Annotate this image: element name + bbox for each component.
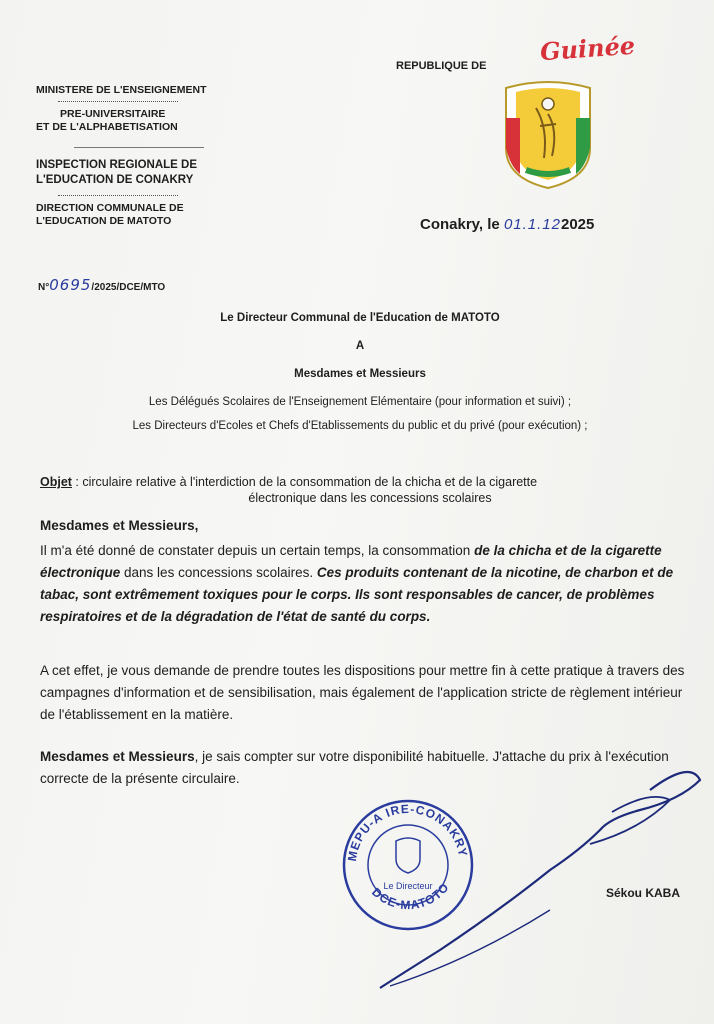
p3-part-a: Mesdames et Messieurs — [40, 749, 195, 764]
ref-prefix: N° — [38, 282, 50, 293]
ministry-line-3: ET DE L'ALPHABETISATION — [36, 121, 178, 133]
direction-line-2: L'EDUCATION DE MATOTO — [36, 215, 172, 227]
salutation: Mesdames et Messieurs, — [40, 518, 199, 533]
coat-of-arms-icon — [496, 78, 600, 190]
signatory-name: Sékou KABA — [606, 886, 681, 900]
p1-part-d: Ces produits contenant de la nicotine, de charbon et de tabac, sont extrêmement toxiques pour le corps. Ils sont responsables de cancer, de problèmes respiratoires et de la dégradation de l'état de santé du corps. — [40, 565, 674, 624]
recipients-line-1: Les Délégués Scolaires de l'Enseignement Elémentaire (pour information et suivi) ; — [148, 396, 572, 408]
date-line — [420, 216, 594, 233]
stamp-center-text: Le Directeur — [383, 881, 433, 891]
ref-suffix: /2025/DCE/MTO — [91, 282, 166, 293]
p3-part-b: , je sais compter sur votre disponibilité habituelle. J'attache du prix à l'exécution correcte de la présente circulaire. — [40, 749, 669, 786]
date-year: 2025 — [560, 216, 595, 233]
stamp-top-text: MEPU-A IRE-CONAKRY — [344, 801, 471, 863]
dotted-divider-2 — [58, 194, 178, 196]
sender-line: Le Directeur Communal de l'Education de MATOTO — [220, 312, 500, 324]
republic-label: REPUBLIQUE DE — [396, 60, 487, 72]
direction-line-1: DIRECTION COMMUNALE DE — [36, 202, 184, 214]
handwritten-signature — [350, 760, 714, 1000]
subject-block — [40, 474, 680, 506]
header-left-block — [36, 84, 296, 228]
reference-number — [38, 276, 165, 294]
subject-label: Objet — [40, 475, 72, 489]
subject-text-1: : circulaire relative à l'interdiction de la consommation de la chicha et de la cigarette — [71, 475, 538, 489]
country-name: Guinée — [539, 30, 636, 67]
inspection-line-1: INSPECTION REGIONALE DE — [36, 159, 198, 171]
inspection-line-2: L'EDUCATION DE CONAKRY — [36, 174, 194, 186]
stamp-bottom-text: DCE-MATOTO — [369, 879, 453, 913]
date-handwritten: 01.1.12 — [503, 216, 561, 233]
paragraph-2: A cet effet, je vous demande de prendre toutes les dispositions pour mettre fin à cette pratique à travers des campagnes d'information et de sensibilisation, mais également de l'application stricte de règlement intérieur de l'établissement en la matière. — [40, 663, 685, 722]
p1-part-b: de la chicha et de la cigarette électronique — [40, 543, 662, 580]
recipients-line-2: Les Directeurs d'Ecoles et Chefs d'Etablissements du public et du privé (pour exécution) ; — [132, 420, 588, 432]
date-prefix: Conakry, le — [420, 216, 500, 233]
recipients-title: Mesdames et Messieurs — [294, 368, 426, 380]
ministry-line-2: PRE-UNIVERSITAIRE — [60, 108, 166, 120]
dotted-divider — [58, 100, 178, 102]
subject-text-2: électronique dans les concessions scolaires — [248, 491, 492, 505]
ref-handwritten: 0695 — [49, 276, 92, 294]
ministry-line-1: MINISTERE DE L'ENSEIGNEMENT — [36, 84, 207, 96]
to-word: A — [355, 340, 365, 352]
paragraph-1 — [40, 540, 700, 628]
divider-line — [74, 146, 204, 148]
p1-part-a: Il m'a été donné de constater depuis un certain temps, la consommation — [40, 543, 475, 558]
p1-part-c: dans les concessions scolaires. — [120, 565, 317, 580]
